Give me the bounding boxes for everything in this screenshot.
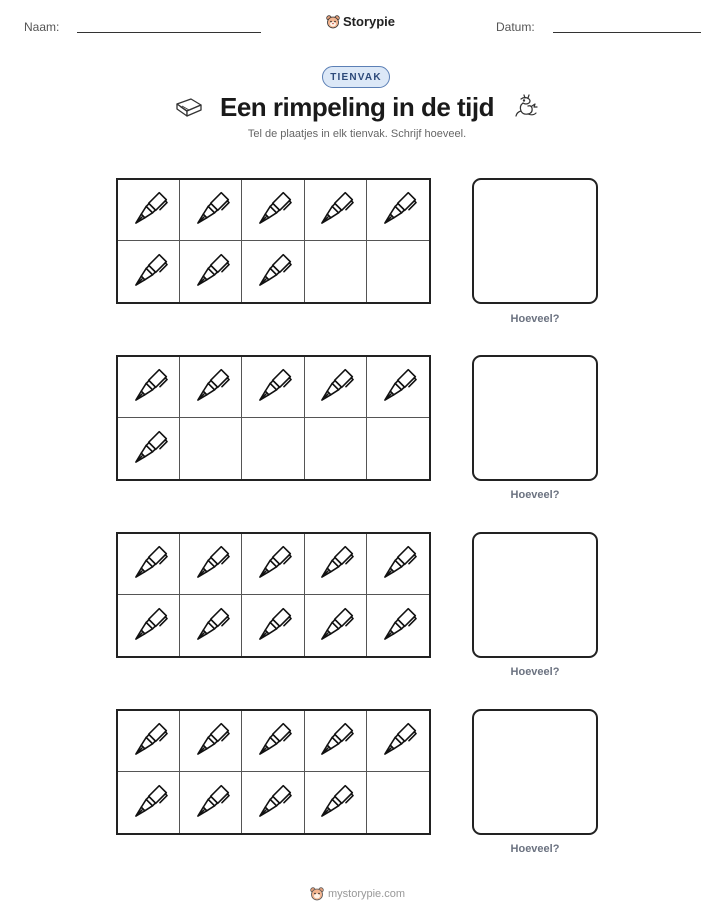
pen-icon <box>315 544 355 584</box>
pen-icon <box>191 367 231 407</box>
pen-icon <box>191 544 231 584</box>
brand-logo <box>326 14 395 29</box>
ten-frame-cell <box>367 595 429 656</box>
pen-icon <box>129 544 169 584</box>
ten-frame-cell <box>118 241 180 302</box>
ten-frame-cell <box>118 418 180 479</box>
answer-box-4[interactable] <box>472 709 598 835</box>
ten-frame-cell <box>180 711 242 772</box>
ten-frame-cell <box>118 357 180 418</box>
pen-icon <box>129 252 169 292</box>
ten-frame-cell <box>305 180 367 241</box>
footer-url: mystorypie.com <box>328 887 406 900</box>
answer-label-3: Hoeveel? <box>510 666 560 678</box>
answer-label-4: Hoeveel? <box>510 843 560 855</box>
pen-icon <box>315 606 355 646</box>
pen-icon <box>129 783 169 823</box>
ten-frame-cell <box>242 180 304 241</box>
instructions: Tel de plaatjes in elk tienvak. Schrijf hoeveel. <box>247 128 467 140</box>
ten-frame-cell <box>305 534 367 595</box>
category-badge: TIENVAK <box>322 66 390 88</box>
ten-frame-cell <box>118 711 180 772</box>
pen-icon <box>253 544 293 584</box>
ten-frame-2 <box>116 355 431 481</box>
pen-icon <box>129 429 169 469</box>
pen-icon <box>253 783 293 823</box>
date-field[interactable] <box>496 20 701 34</box>
ten-frame-cell <box>305 418 367 479</box>
name-label: Naam: <box>24 20 60 34</box>
date-write-line[interactable] <box>553 31 701 33</box>
pen-icon <box>191 783 231 823</box>
footer <box>310 886 405 901</box>
ten-frame-cell <box>180 772 242 833</box>
brand-name: Storypie <box>343 14 396 29</box>
ten-frame-cell <box>180 180 242 241</box>
page-title: Een rimpeling in de tijd <box>219 92 495 122</box>
answer-box-3[interactable] <box>472 532 598 658</box>
pen-icon <box>129 367 169 407</box>
storypie-mascot-icon <box>326 14 340 29</box>
pen-icon <box>253 606 293 646</box>
ten-frame-cell <box>180 534 242 595</box>
ten-frame-cell <box>180 418 242 479</box>
ten-frame-1 <box>116 178 431 304</box>
ten-frame-cell <box>367 772 429 833</box>
ten-frame-cell <box>118 534 180 595</box>
ten-frame-cell <box>305 595 367 656</box>
ten-frame-cell <box>242 772 304 833</box>
answer-label-1: Hoeveel? <box>510 313 560 325</box>
name-field[interactable] <box>24 20 261 34</box>
pen-icon <box>253 252 293 292</box>
ten-frame-cell <box>305 772 367 833</box>
pen-icon <box>315 783 355 823</box>
pen-icon <box>129 721 169 761</box>
ten-frame-cell <box>242 357 304 418</box>
ten-frame-cell <box>180 357 242 418</box>
ten-frame-cell <box>180 595 242 656</box>
ten-frame-cell <box>367 711 429 772</box>
ten-frame-cell <box>367 418 429 479</box>
pen-icon <box>191 721 231 761</box>
ten-frame-cell <box>242 534 304 595</box>
pen-icon <box>253 721 293 761</box>
pen-icon <box>253 190 293 230</box>
ten-frame-cell <box>305 241 367 302</box>
pen-icon <box>378 544 418 584</box>
pen-icon <box>378 190 418 230</box>
pen-icon <box>129 190 169 230</box>
pen-icon <box>315 721 355 761</box>
pen-icon <box>191 606 231 646</box>
pen-icon <box>315 367 355 407</box>
pen-icon <box>378 606 418 646</box>
ten-frame-cell <box>180 241 242 302</box>
answer-label-2: Hoeveel? <box>510 489 560 501</box>
ten-frame-cell <box>305 711 367 772</box>
ten-frame-cell <box>367 241 429 302</box>
pen-icon <box>378 367 418 407</box>
ten-frame-4 <box>116 709 431 835</box>
ten-frame-cell <box>118 180 180 241</box>
pen-icon <box>191 252 231 292</box>
ten-frame-cell <box>305 357 367 418</box>
pen-icon <box>378 721 418 761</box>
ten-frame-cell <box>242 241 304 302</box>
ten-frame-cell <box>367 180 429 241</box>
storypie-mascot-icon <box>310 886 324 901</box>
pen-icon <box>191 190 231 230</box>
ten-frame-cell <box>242 418 304 479</box>
answer-box-2[interactable] <box>472 355 598 481</box>
answer-box-1[interactable] <box>472 178 598 304</box>
ten-frame-cell <box>242 711 304 772</box>
ten-frame-cell <box>242 595 304 656</box>
ten-frame-cell <box>118 772 180 833</box>
pen-icon <box>253 367 293 407</box>
ten-frame-cell <box>367 357 429 418</box>
date-label: Datum: <box>496 20 535 34</box>
pen-icon <box>315 190 355 230</box>
dragon-icon <box>512 94 540 122</box>
pen-icon <box>129 606 169 646</box>
ten-frame-3 <box>116 532 431 658</box>
name-write-line[interactable] <box>77 31 261 33</box>
ten-frame-cell <box>118 595 180 656</box>
ten-frame-cell <box>367 534 429 595</box>
